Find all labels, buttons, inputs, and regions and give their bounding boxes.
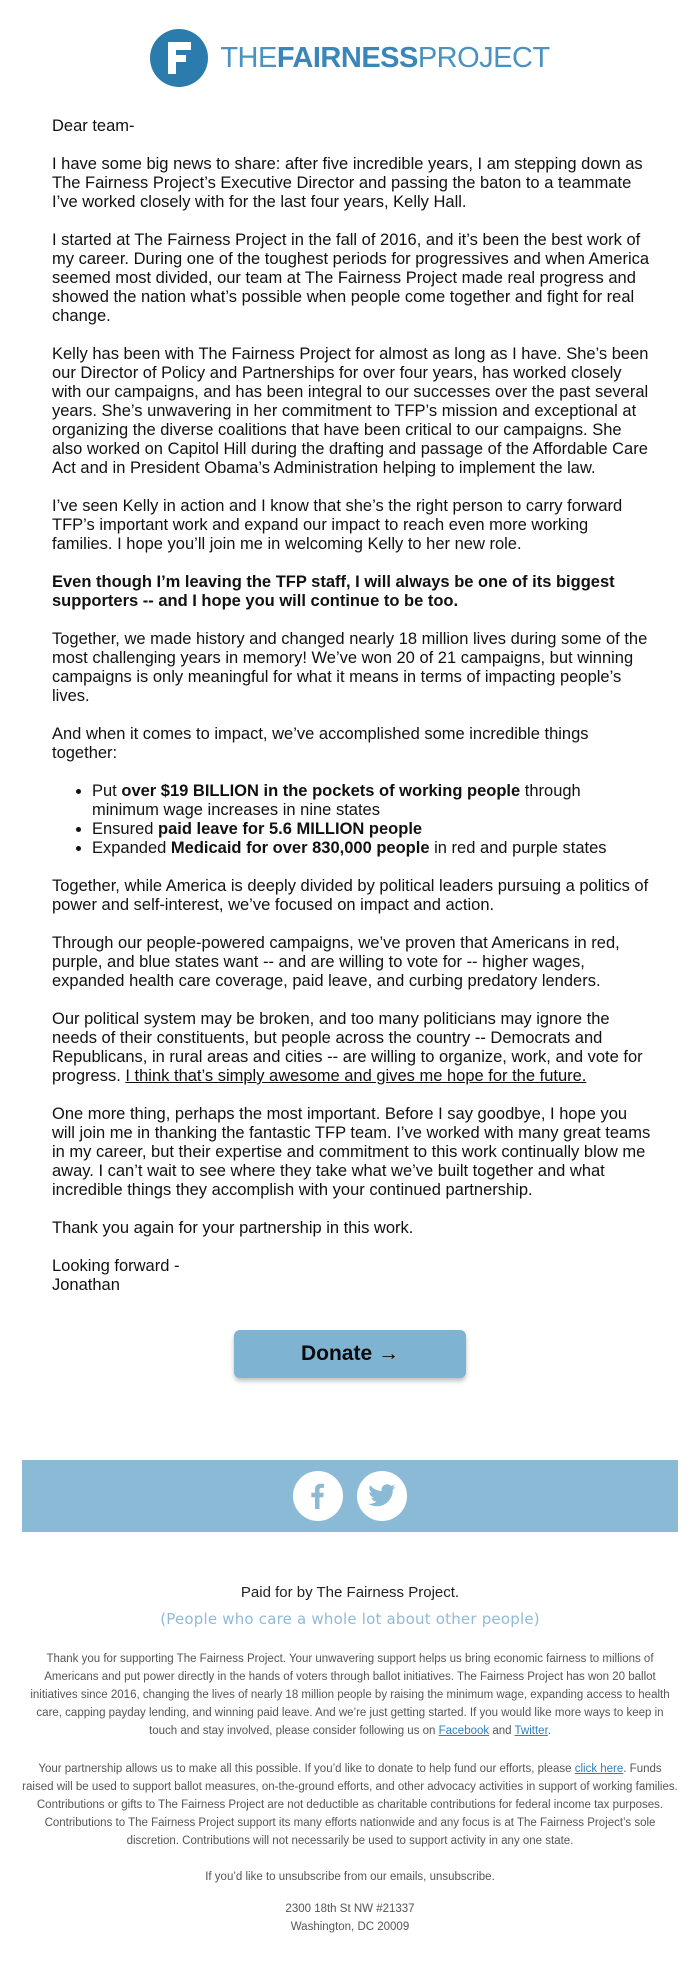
- bold-statement: Even though I’m leaving the TFP staff, I will always be one of its biggest supporters -- and I hope you will continue to be too.: [52, 573, 615, 610]
- list-item-bold: paid leave for 5.6 MILLION people: [158, 820, 423, 838]
- tagline: (People who care a whole lot about other people): [160, 1610, 540, 1628]
- twitter-button[interactable]: [357, 1471, 407, 1521]
- greeting: Dear team-: [52, 117, 135, 135]
- signature: Jonathan: [52, 1276, 120, 1294]
- donate-wrap: [0, 1330, 700, 1378]
- list-item-bold: Medicaid for over 830,000 people: [170, 839, 430, 857]
- paragraph-3: Kelly has been with The Fairness Project for almost as long as I have. She’s been our Director of Policy and Partnerships for over four years, has worked closely with our campaigns, and has been integral to our successes over the past several years. She’s unwavering in her commitment to TFP’s mission and exceptional at organizing the diverse coalitions that have been critical to our campaigns. She also worked on Capitol Hill during the drafting and passage of the Affordable Care Act and in President Obama’s Administration helping to implement the law.: [52, 345, 649, 477]
- social-bar: [22, 1460, 678, 1532]
- list-item-post: through minimum wage increases in nine states: [92, 782, 581, 819]
- paragraph-12: Thank you again for your partnership in this work.: [52, 1219, 414, 1237]
- click-here-link[interactable]: click here: [574, 1763, 624, 1775]
- brand-wordmark: [220, 42, 549, 75]
- list-item: [92, 839, 652, 858]
- logo-f-icon: [150, 29, 208, 87]
- paragraph-2: I started at The Fairness Project in the fall of 2016, and it’s been the best work of my career. During one of the toughest periods for progressives and when America seemed most divided, our team at The Fairness Project made real progress and showed the nation what’s possible when people come together and fight for real change.: [52, 231, 650, 325]
- period-text: .: [547, 1725, 551, 1737]
- list-item-bold: over $19 BILLION in the pockets of working people: [121, 782, 521, 800]
- facebook-link[interactable]: Facebook: [438, 1725, 490, 1737]
- and-text: and: [489, 1725, 515, 1737]
- paragraph-4: I’ve seen Kelly in action and I know that she’s the right person to carry forward TFP’s important work and expand our impact to reach even more working families. I hope you’ll join me in welcoming Kelly to her new role.: [52, 497, 623, 553]
- paragraph-5-bold: [52, 573, 652, 611]
- support-paragraph: [22, 1650, 678, 1740]
- address: [22, 1900, 678, 1936]
- logo-mark: [150, 29, 208, 87]
- signoff: [52, 1257, 652, 1295]
- paragraph-11: One more thing, perhaps the most important. Before I say goodbye, I hope you will join me in thanking the fantastic TFP team. I’ve worked with many great teams in my career, but their expertise and commitment to this work continually blow me away. I can’t wait to see where they take what we’ve built together and what incredible things they accomplish with your continued partnership.: [52, 1105, 651, 1199]
- twitter-icon: [368, 1484, 396, 1508]
- list-item-pre: Expanded: [92, 839, 171, 857]
- partnership-text-2: . Funds raised will be used to support ballot measures, on-the-ground efforts, and other advocacy activities in support of working families. Contributions or gifts to The Fairness Project are not deductible as charitable contributions for federal income tax purposes. Contributions to The Fairness Project support its many efforts nationwide and any focus is at The Fairness Project’s sole discretion. Contributions will not necessarily be used to support activity in any one state.: [22, 1763, 678, 1847]
- list-item-post: in red and purple states: [429, 839, 607, 857]
- paragraph-7: And when it comes to impact, we’ve accomplished some incredible things together:: [52, 725, 589, 762]
- support-text: Thank you for supporting The Fairness Project. Your unwavering support helps us bring economic fairness to millions of Americans and put power directly in the hands of voters through ballot initiatives. The Fairness Project has won 20 ballot initiatives since 2016, changing the lives of nearly 18 million people by raising the minimum wage, expanding access to health care, capping payday lending, and winning paid leave. And we’re just getting started. If you would like more ways to keep in touch and stay involved, please consider following us on: [30, 1653, 670, 1737]
- facebook-icon: [305, 1483, 331, 1509]
- impact-list: [52, 782, 652, 858]
- paragraph-8: Together, while America is deeply divided by political leaders pursuing a politics of power and self-interest, we’ve focused on impact and action.: [52, 877, 649, 914]
- brand-logo[interactable]: [0, 26, 700, 90]
- list-item-pre: Ensured: [92, 820, 159, 838]
- brand-part-1: THE: [220, 41, 277, 74]
- twitter-link[interactable]: Twitter: [514, 1725, 548, 1737]
- address-line-1: 2300 18th St NW #21337: [285, 1903, 415, 1915]
- letter-body: [52, 117, 652, 1314]
- donate-button[interactable]: Donate →: [234, 1330, 466, 1378]
- list-item: [92, 782, 652, 820]
- facebook-button[interactable]: [293, 1471, 343, 1521]
- brand-part-2: FAIRNESS: [276, 41, 418, 74]
- partnership-text-1: Your partnership allows us to make all this possible. If you’d like to donate to help fund our efforts, please: [38, 1763, 575, 1775]
- partnership-paragraph: [22, 1760, 678, 1850]
- paragraph-1: I have some big news to share: after five incredible years, I am stepping down as The Fairness Project’s Executive Director and passing the baton to a teammate I’ve worked closely with for the last four years, Kelly Hall.: [52, 155, 643, 211]
- address-line-2: Washington, DC 20009: [290, 1921, 410, 1933]
- list-item-pre: Put: [92, 782, 122, 800]
- paragraph-9: Through our people-powered campaigns, we’ve proven that Americans in red, purple, and blue states want -- and are willing to vote for -- higher wages, expanded health care coverage, paid leave, and curbing predatory lenders.: [52, 934, 620, 990]
- paid-for-line: Paid for by The Fairness Project.: [240, 1584, 460, 1601]
- brand-part-3: PROJECT: [417, 41, 550, 74]
- unsubscribe-line[interactable]: If you’d like to unsubscribe from our emails, unsubscribe.: [205, 1871, 495, 1883]
- paragraph-10-text: Our political system may be broken, and too many politicians may ignore the needs of their constituents, but people across the country -- Democrats and Republicans, in rural areas and cities -- are willing to organize, work, and vote for progress.: [52, 1010, 643, 1085]
- paragraph-6: Together, we made history and changed nearly 18 million lives during some of the most challenging years in memory! We’ve won 20 of 21 campaigns, but winning campaigns is only meaningful for what it means in terms of impacting people’s lives.: [52, 630, 648, 705]
- paragraph-10: [52, 1010, 652, 1086]
- list-item: [92, 820, 652, 839]
- closing: Looking forward -: [52, 1257, 180, 1275]
- hope-underline: I think that’s simply awesome and gives me hope for the future.: [125, 1067, 587, 1085]
